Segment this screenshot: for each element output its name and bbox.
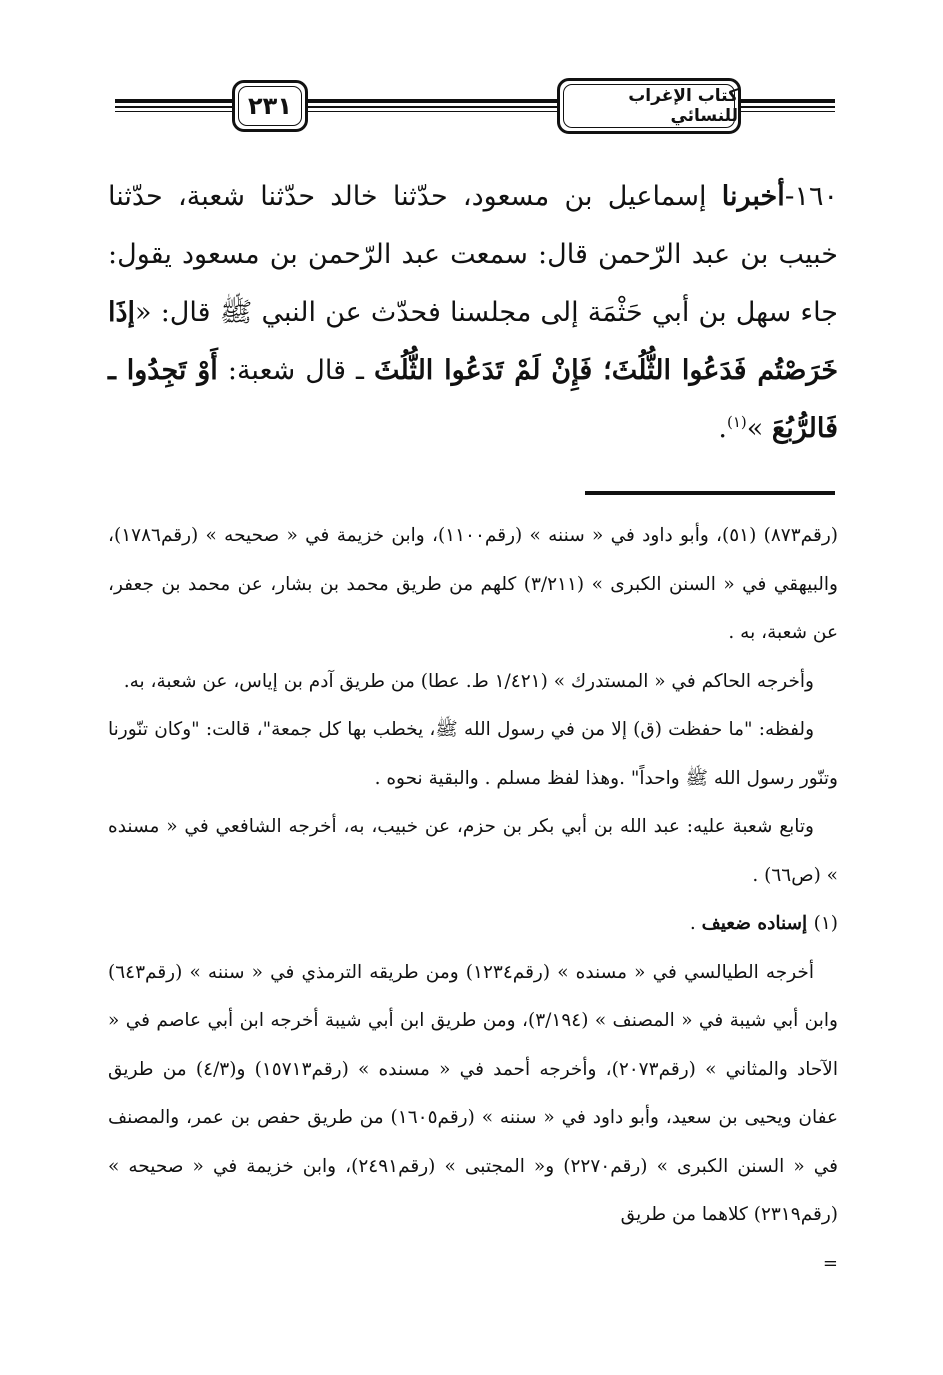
footnote-1-body: أخرجه الطيالسي في « مسنده » (رقم١٢٣٤) ومن طريقه الترمذي في « سننه » (رقم٦٤٣) وابن أبي شيبة في « المصنف » (٣/١٩٤)، ومن طريق ابن أبي شيبة أخرجه ابن أبي عاصم في « الآحاد والمثاني » (رقم٢٠٧٣)، وأخرجه أحمد في « مسنده » (رقم١٥٧١٣) و(٤/٣) من طريق عفان ويحيى بن سعيد، وأبو داود في « سننه » (رقم١٦٠٥) من طريق حفص بن عمر، والمصنف في « السنن الكبرى » (رقم٢٢٧٠) و« المجتبى » (رقم٢٤٩١)، وابن خزيمة في « صحيحه » (رقم٢٣١٩) كلاهما من طريق (108, 961, 839, 1225)
footnotes (108, 512, 838, 1288)
footnote-1-verdict: إسناده ضعيف (701, 913, 814, 934)
hadith-matn-part2: أَوْ تَجِدُوا ـ فَالرُّبُعَ (108, 355, 838, 444)
footnote-paragraph: ولفظه: "ما حفظت (ق) إلا من في رسول الله ﷺ، يخطب بها كل جمعة"، قالت: "وكان تنّورنا وتنّور رسول الله ﷺ واحداً" .وهذا لفظ مسلم . والبقية نحوه . (108, 719, 838, 789)
running-title: كتاب الإغراب للنسائي (628, 86, 738, 126)
footnote-paragraph: وتابع شعبة عليه: عبد الله بن أبي بكر بن حزم، عن خبيب، به، أخرجه الشافعي في « مسنده » (ص٦٦) . (108, 816, 838, 886)
hadith-lead-word: أخبرنا (721, 181, 785, 212)
continuation-line (108, 1240, 838, 1289)
shuba-note: ـ قال شعبة: (217, 355, 374, 386)
footnote-1-verdict-end: . (689, 913, 702, 934)
footnote-1-number: (١) (813, 913, 838, 934)
hadith-end: . (718, 413, 727, 444)
hadith-number: ١٦٠- (784, 181, 838, 212)
footnote-paragraph: وأخرجه الحاكم في « المستدرك » (١/٤٢١ ط. عطا) من طريق آدم بن إياس، عن شعبة، به. (123, 670, 814, 692)
hadith-isnad: إسماعيل بن مسعود، حدّثنا خالد حدّثنا شعبة، حدّثنا خبيب بن عبد الرّحمن قال: سمعت عبد الرّحمن بن مسعود يقول: جاء سهل بن أبي حَثْمَة إلى مجلسنا فحدّث عن النبي ﷺ قال: (108, 181, 838, 328)
hadith-matn-part1: إذَا خَرَصْتُم فَدَعُوا الثُّلُثَ؛ فَإِنْ لَمْ تَدَعُوا الثُّلُثَ (108, 297, 839, 386)
quote-open: « (135, 297, 152, 328)
page-number: ٢٣١ (248, 92, 292, 120)
quote-close: » (746, 413, 772, 444)
footnote-separator (585, 491, 835, 495)
footnote-ref: (١) (726, 413, 747, 431)
hadith-text (108, 168, 838, 458)
running-title-frame (557, 78, 741, 134)
continuation-mark: = (822, 1252, 838, 1274)
page-number-frame (232, 80, 308, 132)
footnote-1-heading (108, 900, 838, 949)
hadith-paragraph (108, 168, 838, 458)
footnote-paragraph: (رقم٨٧٣) (٥١)، وأبو داود في « سننه » (رقم١١٠٠)، وابن خزيمة في « صحيحه » (رقم١٧٨٦)، والبيهقي في « السنن الكبرى » (٣/٢١١) كلهم من طريق محمد بن بشار، عن محمد بن جعفر، عن شعبة، به . (108, 525, 838, 643)
